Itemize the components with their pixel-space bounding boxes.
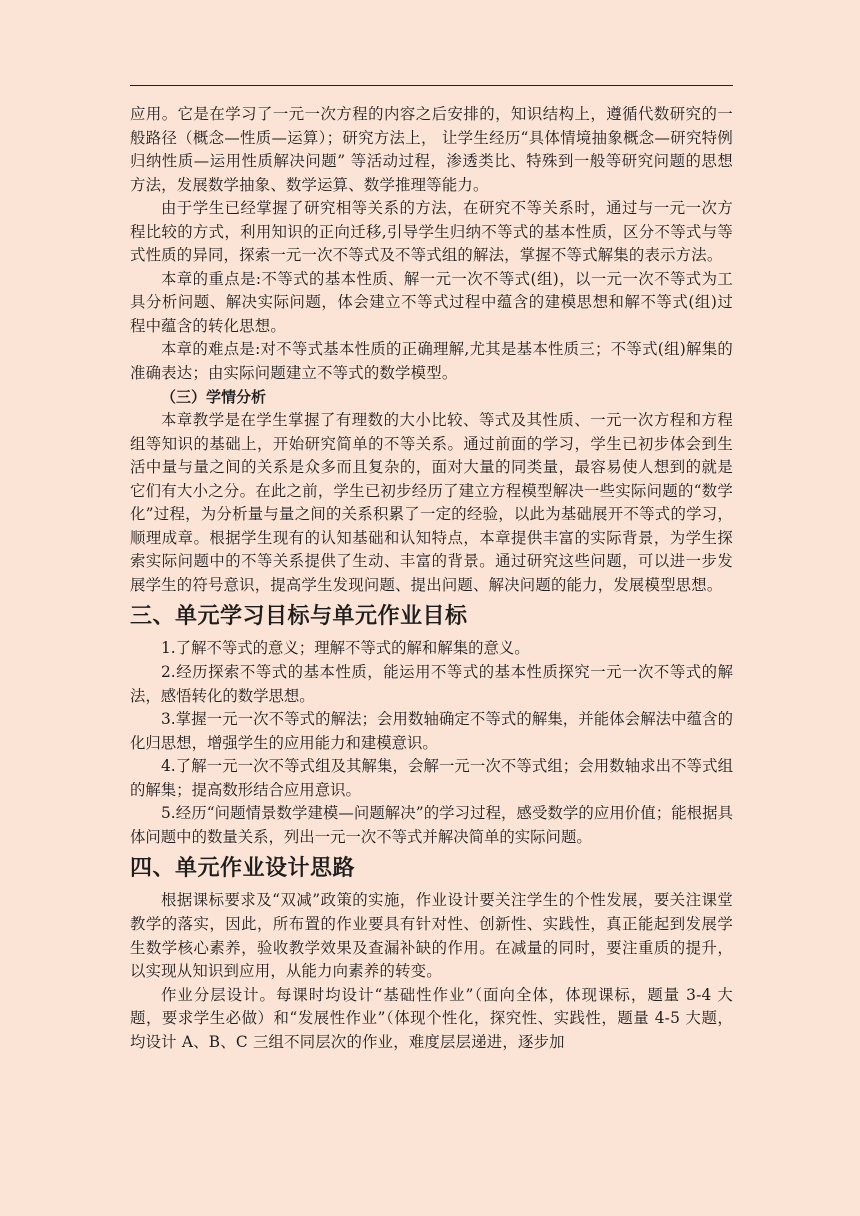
header-rule: [130, 85, 733, 86]
goal-item-5: 5.经历“问题情景数学建模—问题解决”的学习过程，感受数学的应用价值；能根据具体问题中的数量关系，列出一元一次不等式并解决简单的实际问题。: [130, 804, 733, 846]
goal-item-1: 1.了解不等式的意义；理解不等式的解和解集的意义。: [161, 639, 530, 658]
learning-analysis-heading: （三）学情分析: [161, 387, 267, 406]
learning-analysis-paragraph: 本章教学是在学生掌握了有理数的大小比较、等式及其性质、一元一次方程和方程组等知识的基础上，开始研究简单的不等关系。通过前面的学习，学生已初步体会到生活中量与量之间的关系是众多而且复杂的，面对大量的同类量，最容易使人想到的就是它们有大小之分。在此之前，学生已初步经历了建立方程模型解决一些实际问题的“数学化”过程，为分析量与量之间的关系积累了一定的经验，以此为基础展开不等式的学习，顺理成章。根据学生现有的认知基础和认知特点，本章提供丰富的实际背景，为学生探索实际问题中的不等关系提供了生动、丰富的背景。通过研究这些问题，可以进一步发展学生的符号意识，提高学生发现问题、提出问题、解决问题的能力，发展模型思想。: [130, 411, 733, 594]
goal-item-2: 2.经历探索不等式的基本性质，能运用不等式的基本性质探究一元一次不等式的解法，感悟转化的数学思想。: [130, 663, 733, 705]
intro-paragraph-2: 由于学生已经掌握了研究相等关系的方法，在研究不等关系时，通过与一元一次方程比较的方式，利用知识的正向迁移,引导学生归纳不等式的基本性质，区分不等式与等式性质的异同，探索一元一次不等式及不等式组的解法，掌握不等式解集的表示方法。: [130, 199, 733, 265]
section-3-title: 三、单元学习目标与单元作业目标: [130, 604, 468, 630]
design-paragraph-2: 作业分层设计。每课时均设计“基础性作业”（面向全体，体现课标，题量 3-4 大题，要求学生必做）和“发展性作业”（体现个性化，探究性、实践性，题量 4-5 大题，均设计 A、B、C 三组不同层次的作业，难度层层递进，逐步加: [130, 985, 733, 1051]
section-4-title: 四、单元作业设计思路: [130, 856, 356, 882]
goal-item-4: 4.了解一元一次不等式组及其解集，会解一元一次不等式组；会用数轴求出不等式组的解集；提高数形结合应用意识。: [130, 757, 733, 799]
key-points-paragraph: 本章的重点是:不等式的基本性质、解一元一次不等式(组)，以一元一次不等式为工具分析问题、解决实际问题，体会建立不等式过程中蕴含的建模思想和解不等式(组)过程中蕴含的转化思想。: [130, 269, 733, 335]
goal-item-3: 3.掌握一元一次不等式的解法；会用数轴确定不等式的解集，并能体会解法中蕴含的化归思想，增强学生的应用能力和建模意识。: [130, 710, 733, 752]
design-paragraph-1: 根据课标要求及“双减”政策的实施，作业设计要关注学生的个性发展，要关注课堂教学的落实，因此，所布置的作业要具有针对性、创新性、实践性，真正能起到发展学生数学核心素养，验收教学效果及查漏补缺的作用。在减量的同时，要注重质的提升，以实现从知识到应用，从能力向素养的转变。: [130, 891, 733, 981]
document-body: [130, 103, 733, 1054]
difficulties-paragraph: 本章的难点是:对不等式基本性质的正确理解,尤其是基本性质三；不等式(组)解集的准确表达；由实际问题建立不等式的数学模型。: [130, 340, 733, 383]
intro-paragraph-1: 应用。它是在学习了一元一次方程的内容之后安排的，知识结构上，遵循代数研究的一般路径（概念—性质—运算）；研究方法上， 让学生经历“具体情境抽象概念—研究特例归纳性质—运用性质解决问题” 等活动过程，渗透类比、特殊到一般等研究问题的思想方法，发展数学抽象、数学运算、数学推理等能力。: [130, 105, 733, 194]
